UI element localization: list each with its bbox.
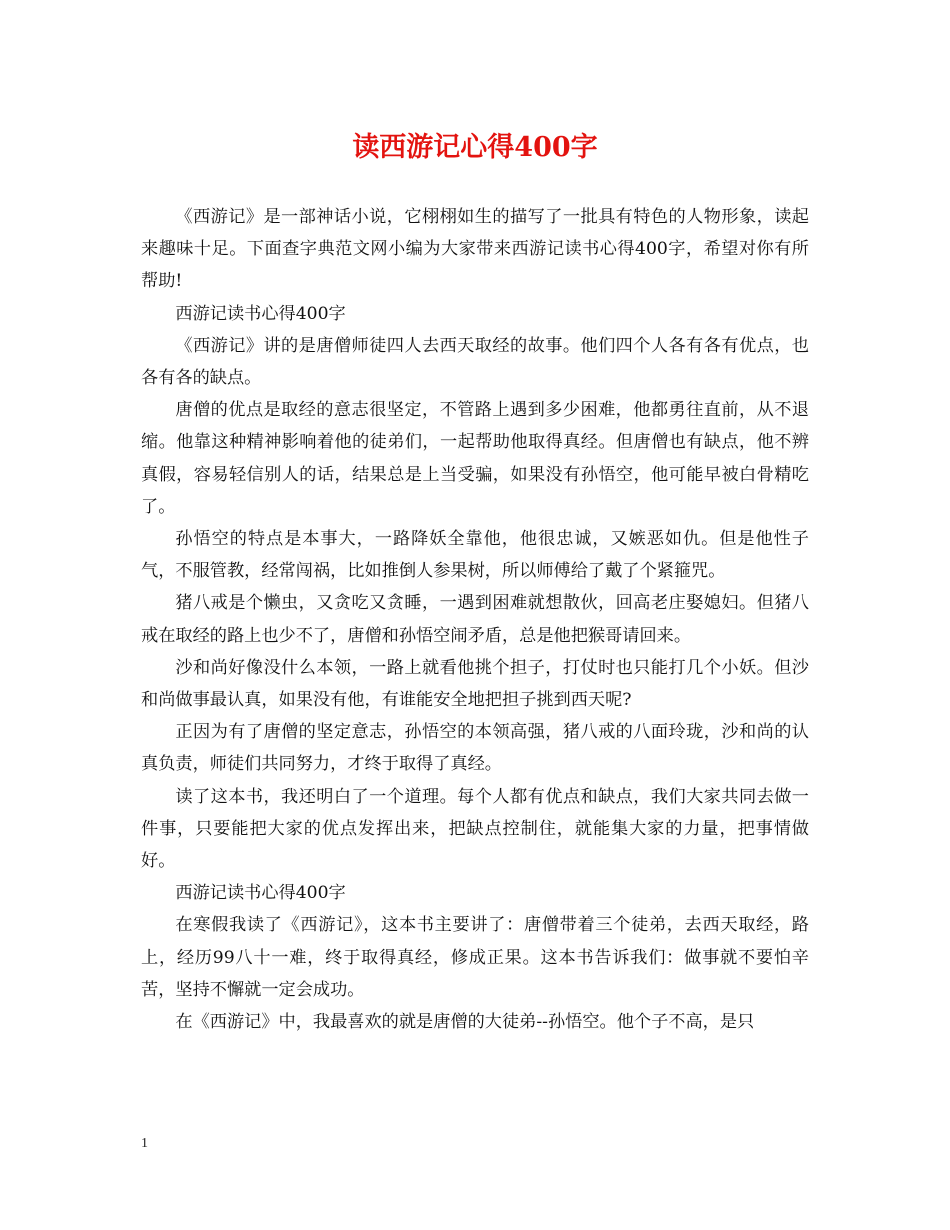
section-heading: 西游记读书心得400字 bbox=[175, 883, 346, 904]
page-number: 1 bbox=[141, 1136, 148, 1151]
paragraph: 沙和尚好像没什么本领，一路上就看他挑个担子，打仗时也只能打几个小妖。但沙和尚做事最认真，如果没有他，有谁能安全地把担子挑到西天呢? bbox=[141, 657, 809, 711]
paragraph: 读了这本书，我还明白了一个道理。每个人都有优点和缺点，我们大家共同去做一件事，只要能把大家的优点发挥出来，把缺点控制住，就能集大家的力量，把事情做好。 bbox=[141, 786, 809, 872]
paragraph: 正因为有了唐僧的坚定意志，孙悟空的本领高强，猪八戒的八面玲珑，沙和尚的认真负责，师徒们共同努力，才终于取得了真经。 bbox=[141, 722, 809, 775]
paragraph-intro: 《西游记》是一部神话小说，它栩栩如生的描写了一批具有特色的人物形象，读起来趣味十足。下面查字典范文网小编为大家带来西游记读书心得400字，希望对你有所帮助! bbox=[141, 207, 809, 292]
paragraph: 猪八戒是个懒虫，又贪吃又贪睡，一遇到困难就想散伙，回高老庄娶媳妇。但猪八戒在取经的路上也少不了，唐僧和孙悟空闹矛盾，总是他把猴哥请回来。 bbox=[141, 593, 809, 646]
paragraph: 在寒假我读了《西游记》，这本书主要讲了：唐僧带着三个徒弟，去西天取经，路上，经历99八十一难，终于取得真经，修成正果。这本书告诉我们：做事就不要怕辛苦，坚持不懈就一定会成功。 bbox=[141, 915, 809, 1000]
document-title: 读西游记心得400字 bbox=[352, 132, 598, 163]
paragraph: 在《西游记》中，我最喜欢的就是唐僧的大徒弟--孙悟空。他个子不高，是只 bbox=[175, 1012, 755, 1033]
paragraph: 孙悟空的特点是本事大，一路降妖全靠他，他很忠诚，又嫉恶如仇。但是他性子气，不服管教，经常闯祸，比如推倒人参果树，所以师傅给了戴了个紧箍咒。 bbox=[141, 529, 809, 582]
document-body bbox=[141, 201, 809, 1038]
section-heading: 西游记读书心得400字 bbox=[175, 303, 346, 324]
paragraph: 唐僧的优点是取经的意志很坚定，不管路上遇到多少困难，他都勇往直前，从不退缩。他靠这种精神影响着他的徒弟们，一起帮助他取得真经。但唐僧也有缺点，他不辨真假，容易轻信别人的话，结果总是上当受骗，如果没有孙悟空，他可能早被白骨精吃了。 bbox=[141, 400, 809, 517]
paragraph: 《西游记》讲的是唐僧师徒四人去西天取经的故事。他们四个人各有各有优点，也各有各的缺点。 bbox=[141, 335, 809, 389]
